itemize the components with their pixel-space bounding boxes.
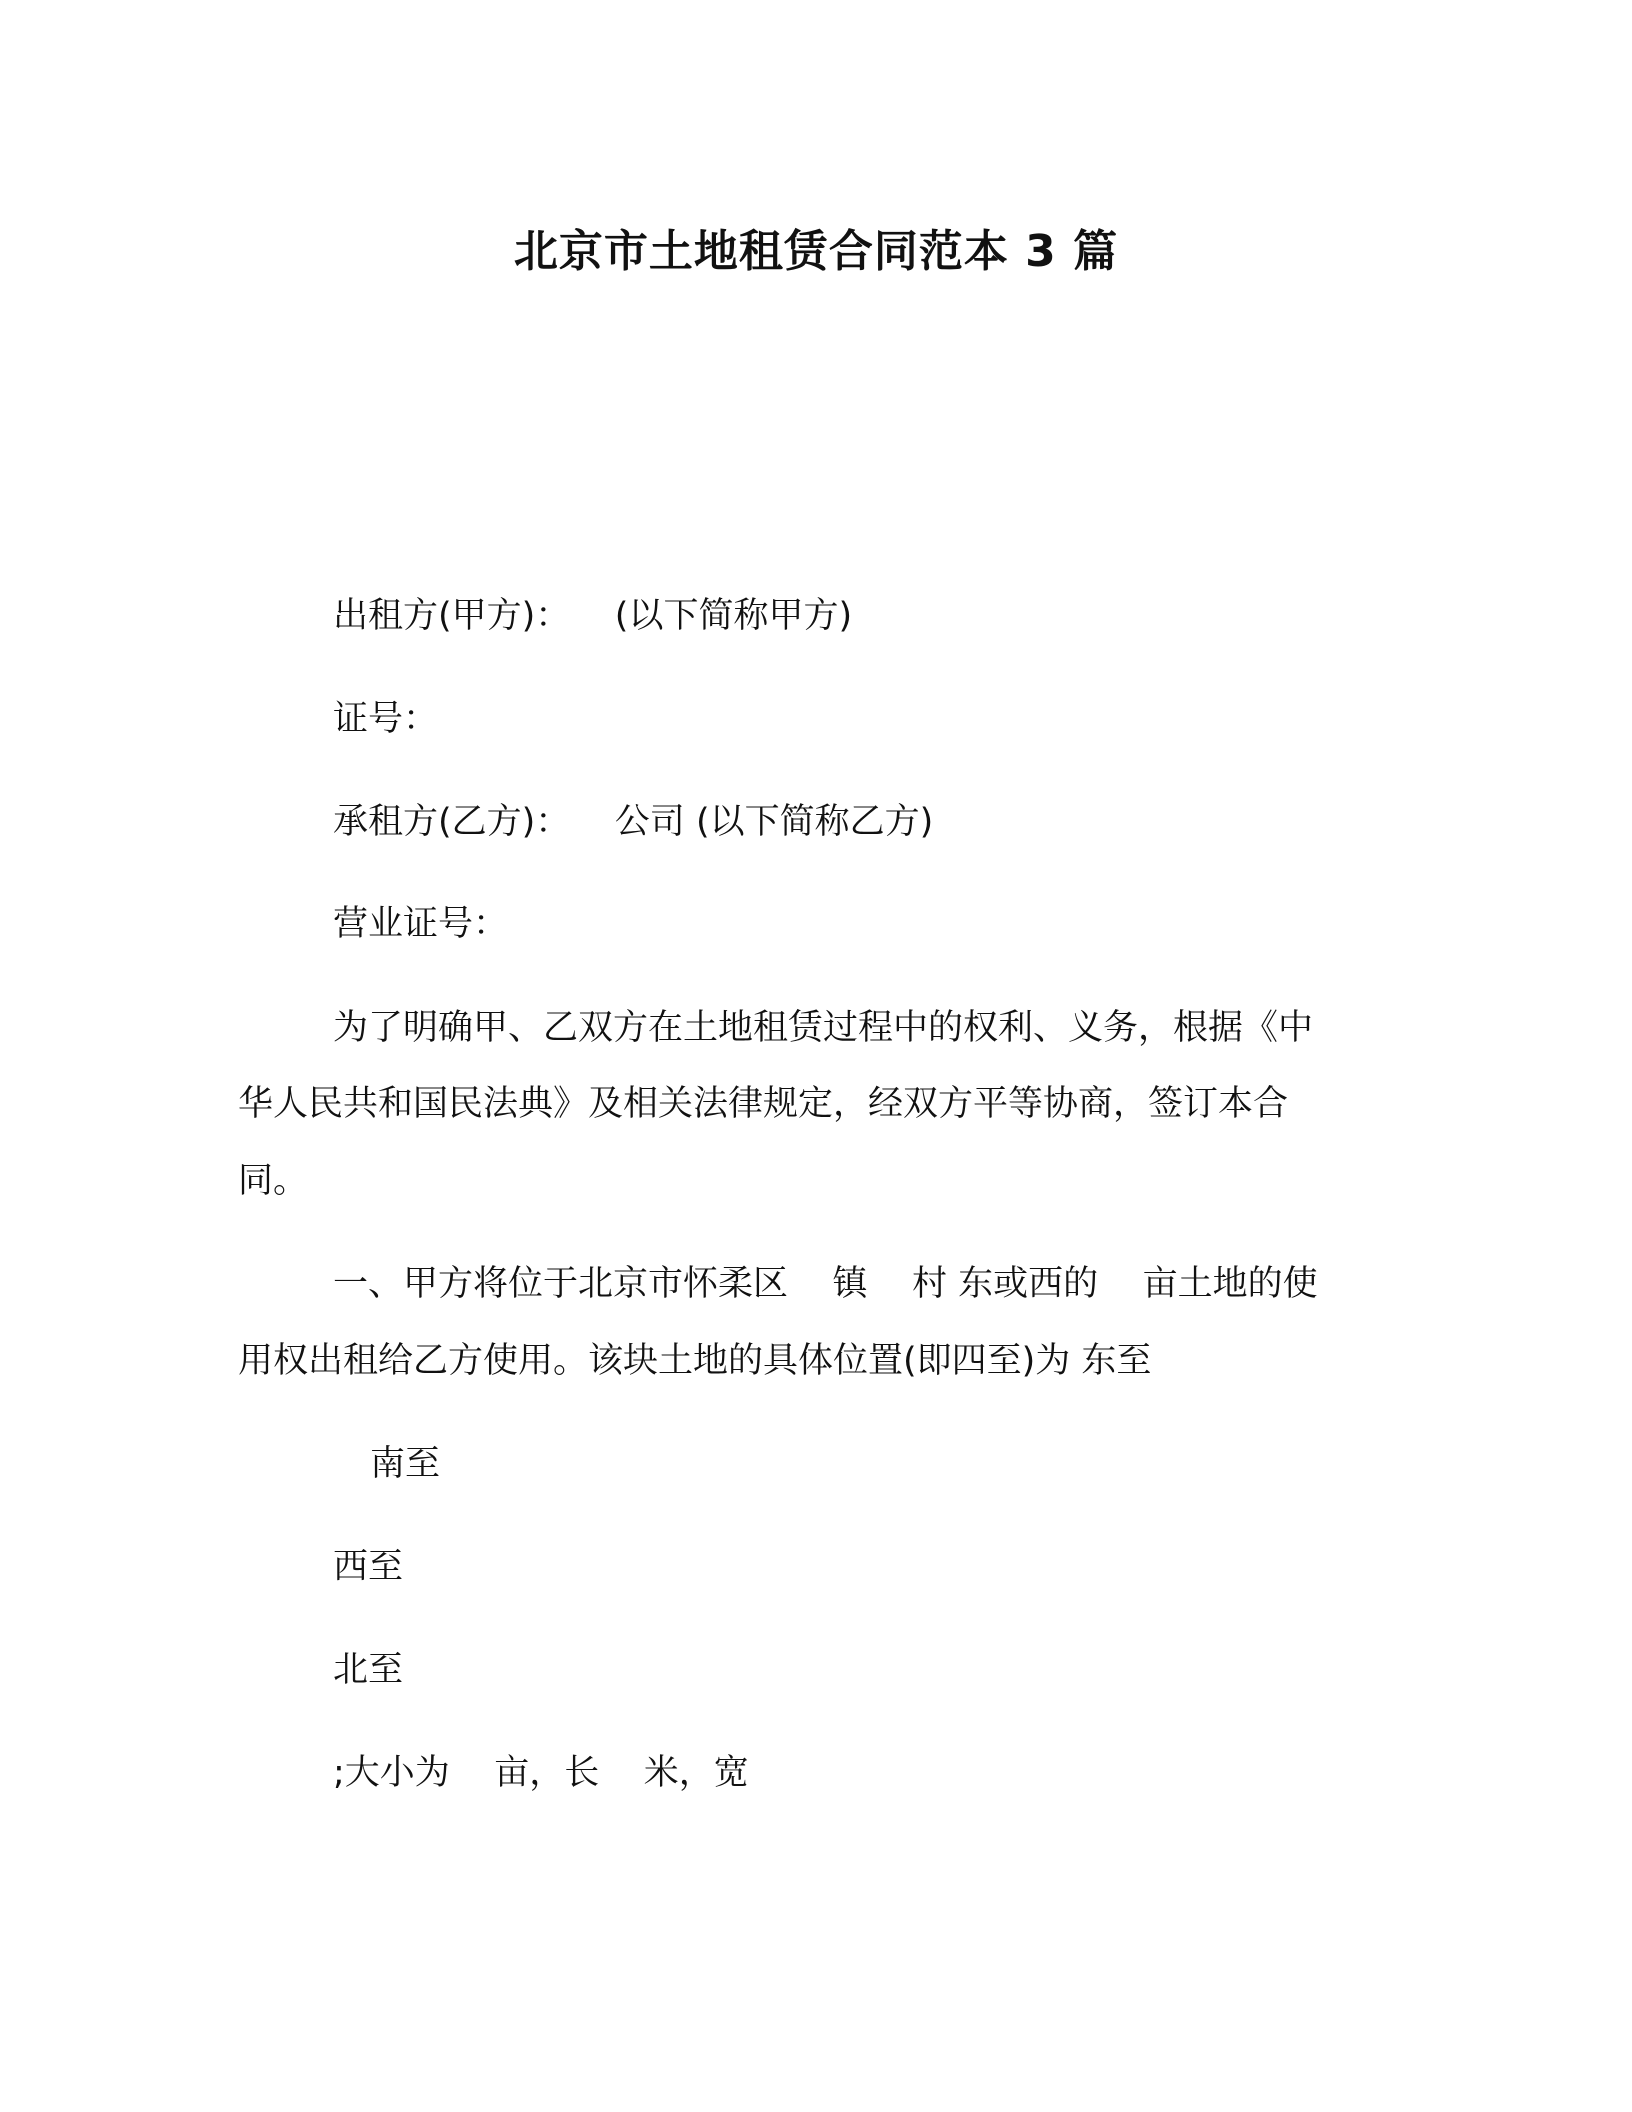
north-boundary: 北至 xyxy=(333,1650,404,1690)
clause1-line-1: 一、甲方将位于北京市怀柔区 镇 村 东或西的 亩土地的使 xyxy=(333,1264,1318,1304)
lessee-line: 承租方(乙方)： 公司 (以下简称乙方) xyxy=(333,802,934,842)
lessor-line: 出租方(甲方)： (以下简称甲方) xyxy=(333,596,853,636)
land-size-line: ;大小为 亩，长 米，宽 xyxy=(333,1753,749,1793)
west-boundary: 西至 xyxy=(333,1547,404,1587)
preamble-line-1: 为了明确甲、乙双方在土地租赁过程中的权利、义务，根据《中 xyxy=(333,1008,1314,1048)
clause1-line-2: 用权出租给乙方使用。该块土地的具体位置(即四至)为 东至 xyxy=(238,1341,1152,1381)
lessor-id-line: 证号： xyxy=(333,699,439,739)
preamble-line-3: 同。 xyxy=(238,1161,309,1201)
preamble-line-2: 华人民共和国民法典》及相关法律规定，经双方平等协商，签订本合 xyxy=(238,1084,1289,1124)
business-license-line: 营业证号： xyxy=(333,904,509,944)
document-title: 北京市土地租赁合同范本 3 篇 xyxy=(513,226,1119,277)
south-boundary: 南至 xyxy=(370,1444,441,1484)
